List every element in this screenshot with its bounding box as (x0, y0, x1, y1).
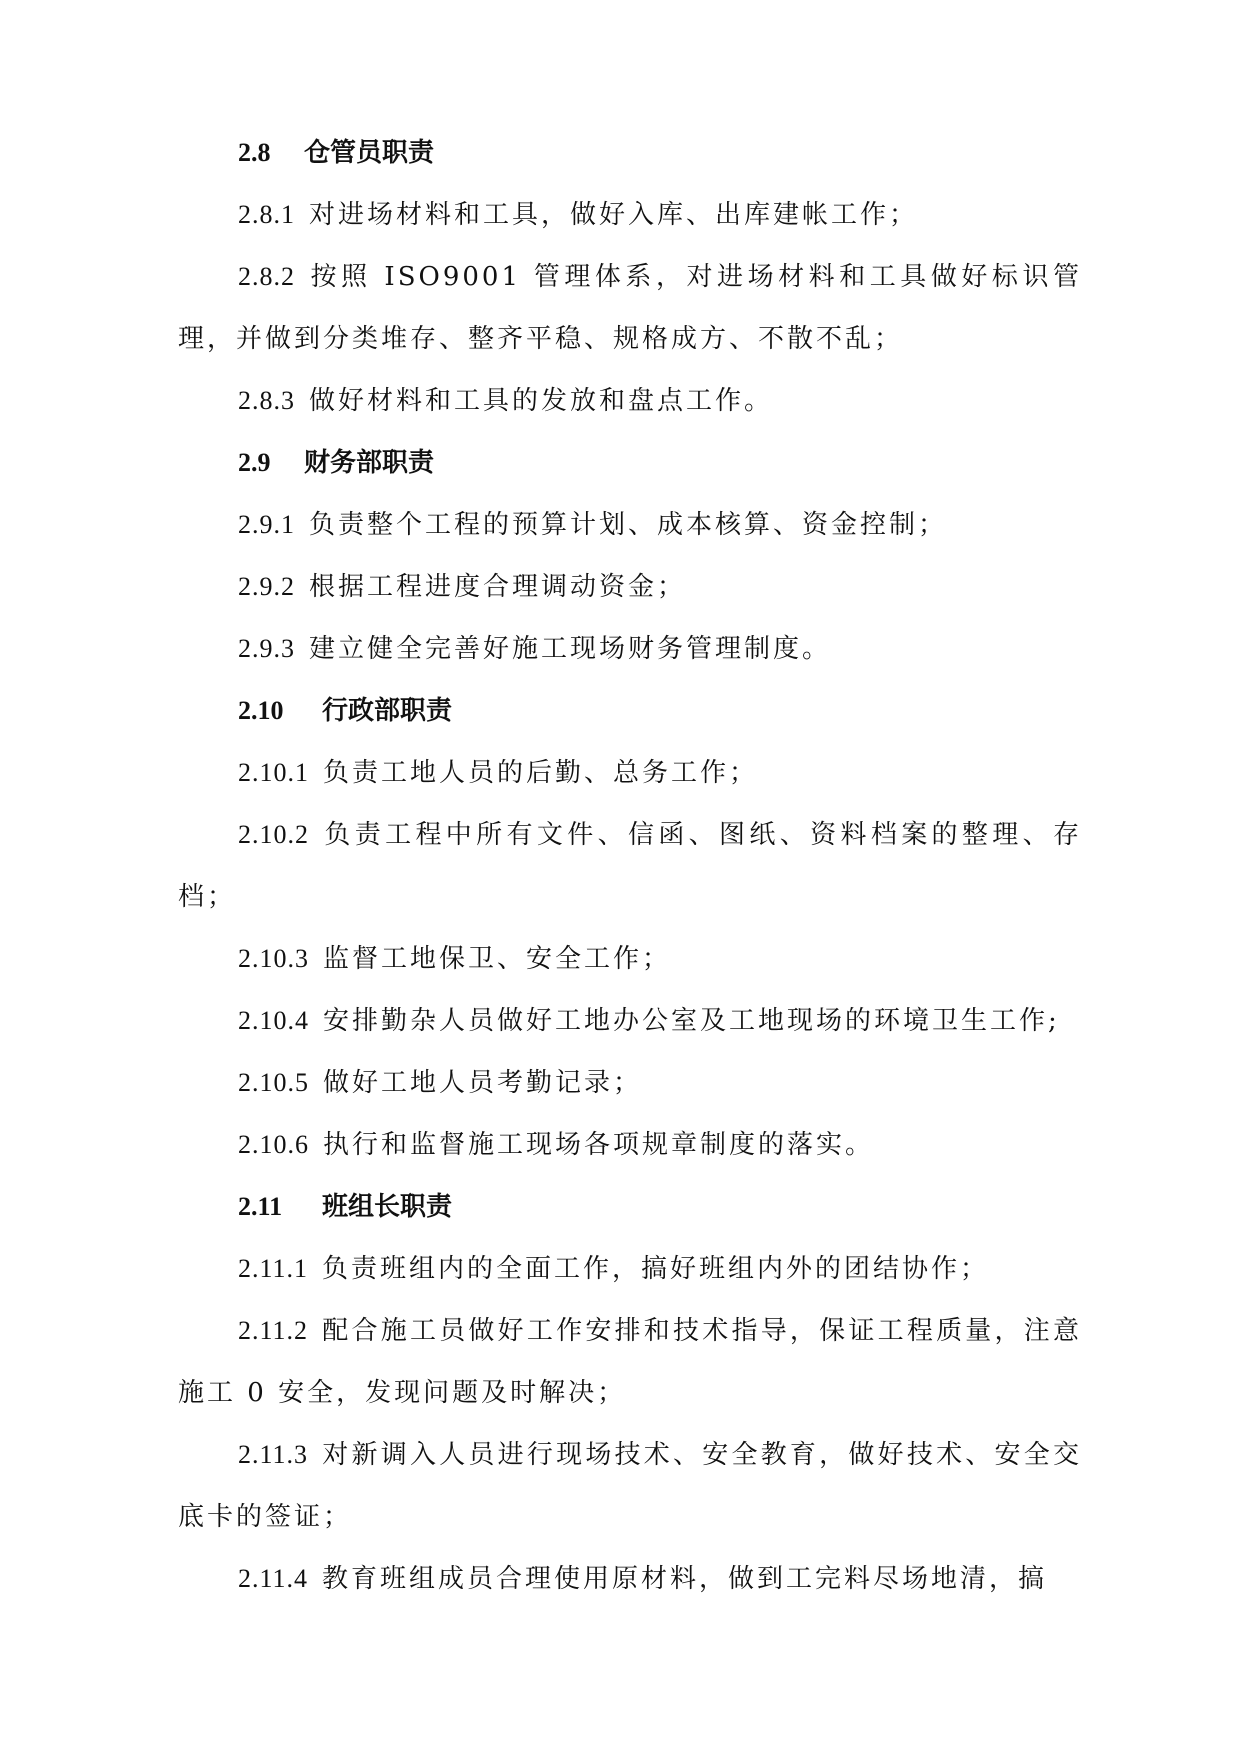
list-item (178, 370, 1082, 432)
item-number: 2.10.5 (238, 1068, 309, 1097)
section-number: 2.10 (238, 696, 284, 725)
item-number: 2.11.1 (238, 1254, 309, 1283)
list-item (178, 1114, 1082, 1176)
item-text: 负责班组内的全面工作，搞好班组内外的团结协作； (322, 1254, 990, 1284)
list-item (178, 1424, 1082, 1548)
item-number: 2.11.4 (238, 1564, 309, 1593)
list-item (178, 1052, 1082, 1114)
item-number: 2.9.1 (238, 510, 295, 539)
section-number: 2.11 (238, 1192, 283, 1221)
list-item (178, 184, 1082, 246)
section-heading (178, 432, 1082, 494)
item-text: 做好工地人员考勤记录； (323, 1068, 643, 1098)
list-item (178, 1300, 1082, 1424)
list-item (178, 618, 1082, 680)
item-number: 2.10.3 (238, 944, 309, 973)
section-title: 财务部职责 (304, 448, 435, 478)
item-number: 2.10.2 (238, 820, 309, 849)
item-number: 2.11.3 (238, 1440, 309, 1469)
list-item (178, 1548, 1082, 1610)
item-number: 2.9.2 (238, 572, 295, 601)
section-title: 行政部职责 (322, 696, 453, 726)
item-text: 教育班组成员合理使用原材料，做到工完料尽场地清，搞 (322, 1564, 1048, 1594)
item-text: 做好材料和工具的发放和盘点工作。 (309, 386, 774, 416)
item-number: 2.8.3 (238, 386, 295, 415)
item-text: 负责整个工程的预算计划、成本核算、资金控制； (309, 510, 948, 540)
list-item (178, 556, 1082, 618)
section-heading (178, 1176, 1082, 1238)
list-item (178, 494, 1082, 556)
list-item (178, 246, 1082, 370)
section-number: 2.9 (238, 448, 271, 477)
section-heading (178, 122, 1082, 184)
item-text: 安排勤杂人员做好工地办公室及工地现场的环境卫生工作; (323, 1006, 1060, 1036)
item-text: 执行和监督施工现场各项规章制度的落实。 (323, 1130, 875, 1160)
item-number: 2.9.3 (238, 634, 295, 663)
section-title: 仓管员职责 (304, 138, 435, 168)
list-item (178, 990, 1082, 1052)
section-title: 班组长职责 (322, 1192, 453, 1222)
list-item (178, 928, 1082, 990)
item-text: 负责工地人员的后勤、总务工作； (323, 758, 759, 788)
item-text: 配合施工员做好工作安排和技术指导，保证工程质量，注意施工 0 安全，发现问题及时解决； (178, 1316, 1082, 1408)
item-number: 2.10.4 (238, 1006, 309, 1035)
item-text: 对新调入人员进行现场技术、安全教育，做好技术、安全交底卡的签证； (178, 1440, 1082, 1532)
item-text: 按照 ISO9001 管理体系，对进场材料和工具做好标识管理，并做到分类堆存、整齐平稳、规格成方、不散不乱； (178, 262, 1082, 354)
list-item (178, 742, 1082, 804)
item-text: 建立健全完善好施工现场财务管理制度。 (309, 634, 832, 664)
list-item (178, 1238, 1082, 1300)
item-text: 对进场材料和工具，做好入库、出库建帐工作； (309, 200, 919, 230)
item-text: 监督工地保卫、安全工作； (323, 944, 672, 974)
item-text: 负责工程中所有文件、信函、图纸、资料档案的整理、存档； (178, 820, 1082, 912)
item-text: 根据工程进度合理调动资金； (309, 572, 687, 602)
item-number: 2.10.1 (238, 758, 309, 787)
section-heading (178, 680, 1082, 742)
item-number: 2.11.2 (238, 1316, 309, 1345)
document-body (178, 122, 1082, 1610)
section-number: 2.8 (238, 138, 271, 167)
item-number: 2.8.1 (238, 200, 295, 229)
item-number: 2.10.6 (238, 1130, 309, 1159)
item-number: 2.8.2 (238, 262, 295, 291)
list-item (178, 804, 1082, 928)
